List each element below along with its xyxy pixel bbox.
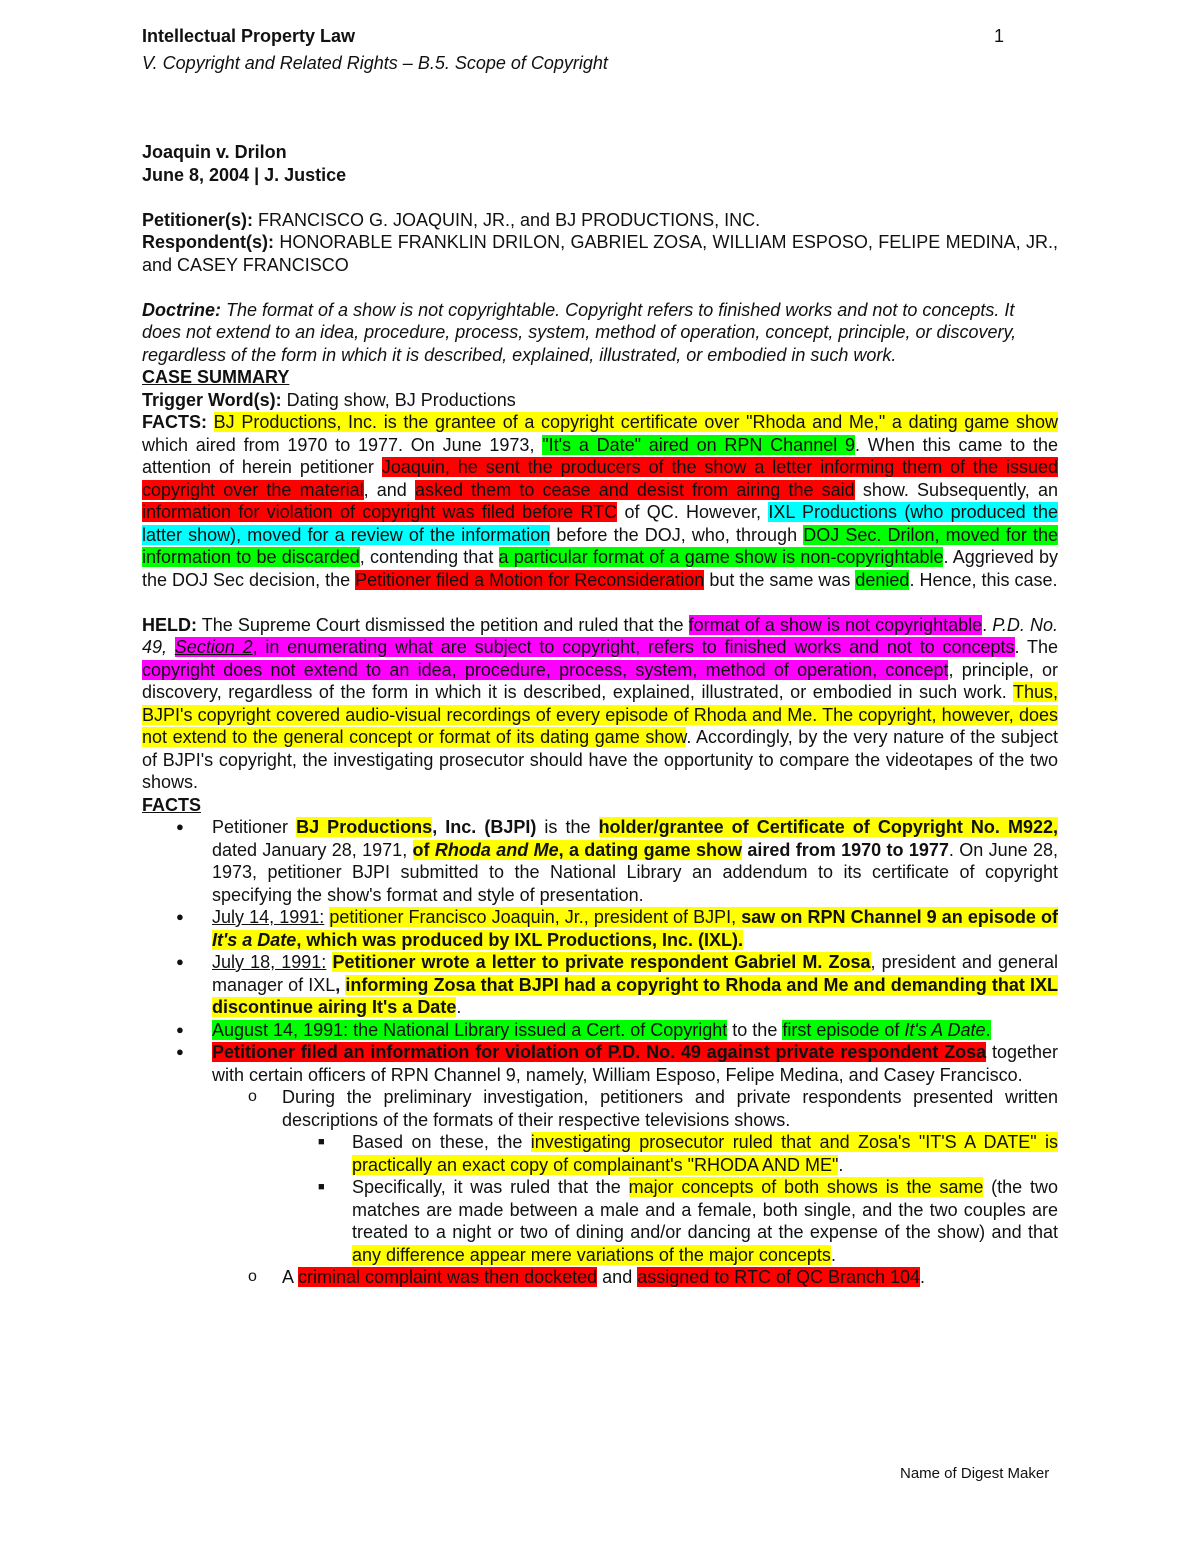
- petitioners: Petitioner(s): FRANCISCO G. JOAQUIN, JR., and BJ PRODUCTIONS, INC.: [142, 209, 761, 230]
- summary-facts: FACTS: BJ Productions, Inc. is the grantee of a copyright certificate over "Rhoda and Me," a dating game show which aired from 1970 to 1977. On June 1973, "It's a Date" aired on RPN Channel 9. When this came to the attention of herein petitioner Joaquin, he sent the producers of the show a letter informing them of the issued copyright over the material, and asked them to cease and desist from airing the said show. Subsequently, an information for violation of copyright was filed before RTC of QC. However, IXL Productions (who produced the latter show), moved for a review of the information before the DOJ, who, through DOJ Sec. Drilon, moved for the information to be discarded, contending that a particular format of a game show is non-copyrightable. Aggrieved by the DOJ Sec decision, the Petitioner filed a Motion for Reconsideration but the same was denied. Hence, this case.: [142, 412, 1059, 590]
- footer-digest-maker: Name of Digest Maker: [900, 1465, 1050, 1482]
- case-date: June 8, 2004 | J. Justice: [142, 164, 347, 185]
- header-title: Intellectual Property Law: [142, 26, 356, 46]
- list-item: ● July 18, 1991: Petitioner wrote a letter to private respondent Gabriel M. Zosa, president and general manager of IXL, informing Zosa that BJPI had a copyright to Rhoda and Me and demanding that IXL discontinue airing It's a Date.: [142, 951, 1058, 1019]
- summary-held: HELD: The Supreme Court dismissed the petition and ruled that the format of a show is not copyrightable. P.D. No. 49, Section 2, in enumerating what are subject to copyright, refers to finished works and not to concepts. The copyright does not extend to an idea, procedure, process, system, method of operation, concept, principle, or discovery, regardless of the form in which it is described, explained, illustrated, or embodied in such work. Thus, BJPI's copyright covered audio-visual recordings of every episode of Rhoda and Me. The copyright, however, does not extend to the general concept or format of its dating game show. Accordingly, by the very nature of the subject of BJPI's copyright, the investigating prosecutor should have the opportunity to compare the videotapes of the two shows.: [142, 614, 1059, 792]
- list-item: ● Petitioner filed an information for violation of P.D. No. 49 against private respondent Zosa together with certain officers of RPN Channel 9, namely, William Esposo, Felipe Medina, and Casey Francisco. o During the preliminary investigation, petitioners and private respondents presented written descriptions of the formats of their respective televisions shows. ■ Based on these, the investigating prosecutor ruled that and Zosa's "IT'S A DATE" is practically an exact copy of complainant's "RHODA AND ME". ■ Specifically, it was ruled that the major concepts of both shows is the same (the two matches are made between a male and a female, both single, and the two couples are treated to a night or two of dining and/or dancing at the expense of the show) and that any difference appear mere variations of the major concepts. o A criminal complaint was then docketed and assigned to RTC of QC Branch 104.: [142, 1041, 1058, 1289]
- list-item: o A criminal complaint was then docketed and assigned to RTC of QC Branch 104.: [212, 1266, 1058, 1289]
- list-item: ■ Specifically, it was ruled that the major concepts of both shows is the same (the two matches are made between a male and a female, both single, and the two couples are treated to a night or two of dining and/or dancing at the expense of the show) and that any difference appear mere variations of the major concepts.: [282, 1176, 1058, 1266]
- respondents: Respondent(s): HONORABLE FRANKLIN DRILON, GABRIEL ZOSA, WILLIAM ESPOSO, FELIPE MEDINA, JR., and CASEY FRANCISCO: [142, 232, 1058, 275]
- sub-sub-list: [282, 1131, 1058, 1266]
- list-item: ■ Based on these, the investigating prosecutor ruled that and Zosa's "IT'S A DATE" is practically an exact copy of complainant's "RHODA AND ME".: [282, 1131, 1058, 1176]
- header-subtitle: V. Copyright and Related Rights – B.5. Scope of Copyright: [142, 53, 608, 73]
- facts-heading: FACTS: [142, 794, 202, 815]
- list-item: ● July 14, 1991: petitioner Francisco Joaquin, Jr., president of BJPI, saw on RPN Channel 9 an episode of It's a Date, which was produced by IXL Productions, Inc. (IXL).: [142, 906, 1058, 951]
- doctrine: Doctrine: The format of a show is not copyrightable. Copyright refers to finished works and not to concepts. It does not extend to an idea, procedure, process, system, method of operation, concept, principle, or discovery, regardless of the form in which it is described, explained, illustrated, or embodied in such work.: [142, 299, 1017, 365]
- case-name: Joaquin v. Drilon: [142, 142, 287, 162]
- page-number: 1: [994, 26, 1005, 46]
- document-body: [142, 141, 1058, 1289]
- case-summary-heading: CASE SUMMARY: [142, 367, 290, 387]
- trigger-words: Trigger Word(s): Dating show, BJ Productions: [142, 389, 516, 410]
- list-item: ● Petitioner BJ Productions, Inc. (BJPI) is the holder/grantee of Certificate of Copyright No. M922, dated January 28, 1971, of Rhoda and Me, a dating game show aired from 1970 to 1977. On June 28, 1973, petitioner BJPI submitted to the National Library an addendum to its certificate of copyright specifying the show's format and style of presentation.: [142, 816, 1058, 906]
- facts-list: [142, 816, 1058, 1289]
- list-item: o During the preliminary investigation, petitioners and private respondents presented written descriptions of the formats of their respective televisions shows. ■ Based on these, the investigating prosecutor ruled that and Zosa's "IT'S A DATE" is practically an exact copy of complainant's "RHODA AND ME". ■ Specifically, it was ruled that the major concepts of both shows is the same (the two matches are made between a male and a female, both single, and the two couples are treated to a night or two of dining and/or dancing at the expense of the show) and that any difference appear mere variations of the major concepts.: [212, 1086, 1058, 1266]
- sub-list: [212, 1086, 1058, 1289]
- list-item: ● August 14, 1991: the National Library issued a Cert. of Copyright to the first episode of It's A Date.: [142, 1019, 1058, 1042]
